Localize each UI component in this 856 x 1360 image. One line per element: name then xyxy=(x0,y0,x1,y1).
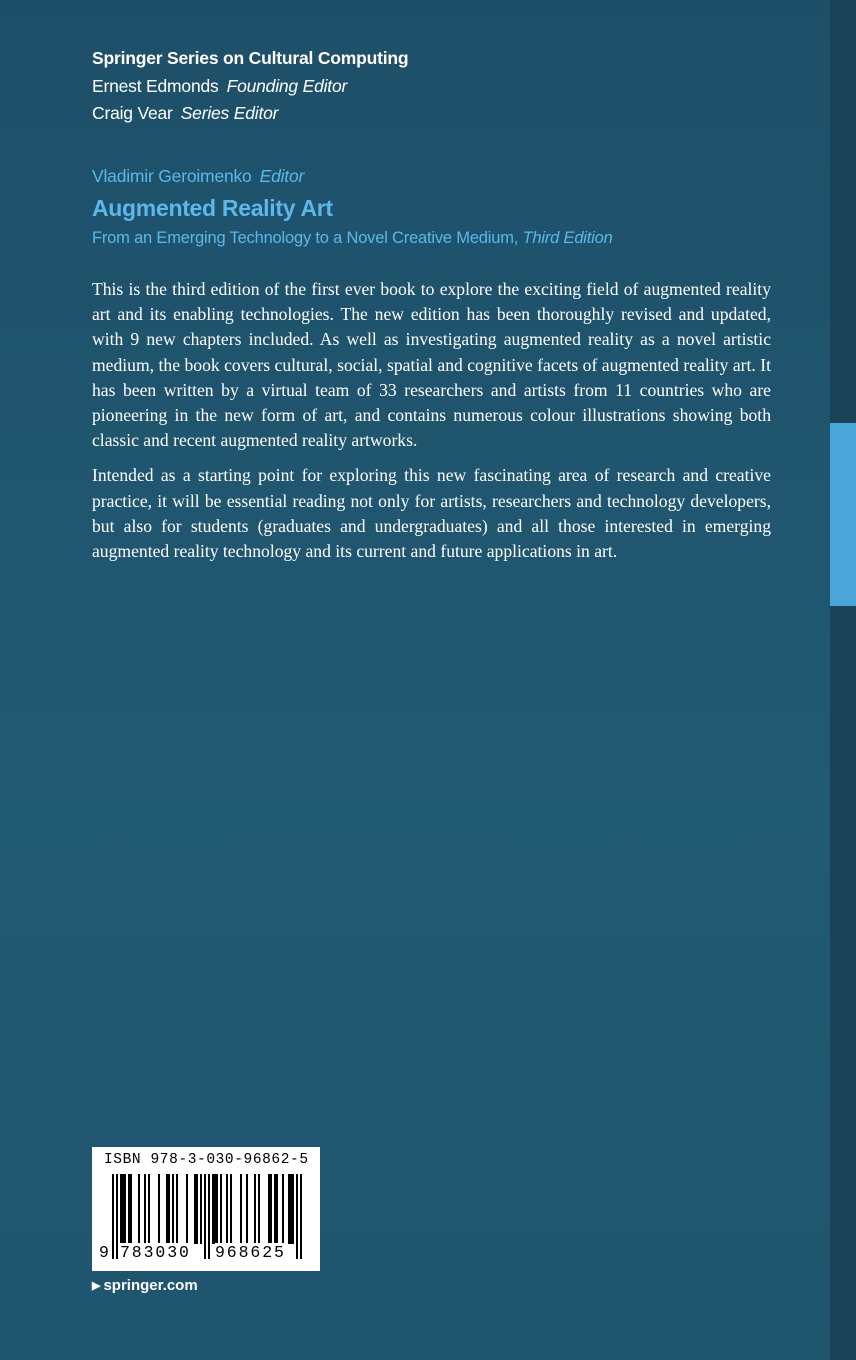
barcode-bar xyxy=(130,1174,132,1244)
barcode-bar xyxy=(226,1174,228,1244)
barcode-bar xyxy=(214,1174,216,1244)
barcode-bar xyxy=(138,1174,140,1244)
ean-digits xyxy=(92,1243,320,1267)
spine-color-tab xyxy=(830,423,856,606)
barcode-bar xyxy=(144,1174,146,1244)
barcode-bar xyxy=(194,1174,196,1244)
barcode-bar xyxy=(216,1174,218,1244)
series-info xyxy=(92,45,408,128)
arrow-right-icon: ▶ xyxy=(92,1280,101,1292)
barcode-bar xyxy=(200,1174,202,1244)
ean-left-digits: 783030 xyxy=(120,1243,191,1262)
barcode-bar xyxy=(268,1174,270,1244)
founding-editor-name: Ernest Edmonds xyxy=(92,75,219,96)
barcode-bar xyxy=(290,1174,292,1244)
barcode-bar xyxy=(148,1174,150,1244)
barcode-bar xyxy=(212,1174,214,1244)
book-editor-line xyxy=(92,163,613,189)
book-info xyxy=(92,163,613,251)
barcode-bar xyxy=(276,1174,278,1244)
series-editor-name: Craig Vear xyxy=(92,103,173,123)
description-paragraph: Intended as a starting point for exploring this new fascinating area of research and creative practice, it will be essential reading not only for artists, researchers and technology developers, but also for students (graduates and undergraduates) and all those interested in emerging augmented reality technology and its current and future applications in art. xyxy=(92,465,771,562)
barcode-bar xyxy=(196,1174,198,1244)
barcode-bar xyxy=(288,1174,290,1244)
barcode-bar xyxy=(166,1174,168,1244)
book-subtitle: From an Emerging Technology to a Novel Creative Medium, xyxy=(92,229,519,247)
barcode-bar xyxy=(240,1174,242,1244)
ean-right-digits: 968625 xyxy=(215,1243,286,1262)
barcode-bar xyxy=(220,1174,222,1244)
founding-editor-line xyxy=(92,73,408,101)
barcode-bar xyxy=(274,1174,276,1244)
barcode-bar xyxy=(292,1174,294,1244)
barcode-bar xyxy=(176,1174,178,1244)
barcode-bar xyxy=(254,1174,256,1244)
barcode-bar xyxy=(128,1174,130,1244)
founding-editor-role: Founding Editor xyxy=(226,75,348,96)
publisher-link[interactable] xyxy=(92,1276,198,1296)
barcode-bar xyxy=(258,1174,260,1244)
series-editor-role: Series Editor xyxy=(180,103,279,123)
barcode-bar xyxy=(124,1174,126,1244)
barcode-bar xyxy=(168,1174,170,1244)
barcode-bar xyxy=(158,1174,160,1244)
publisher-url: springer.com xyxy=(103,1277,198,1294)
isbn-label: ISBN 978-3-030-96862-5 xyxy=(104,1152,309,1168)
book-edition: Third Edition xyxy=(522,229,613,247)
isbn-barcode xyxy=(92,1147,320,1271)
spine-edge xyxy=(830,0,856,1360)
series-editor-line xyxy=(92,100,408,128)
book-title: Augmented Reality Art xyxy=(92,195,333,221)
description-paragraph: This is the third edition of the first ever book to explore the exciting field of augmented reality art and its enabling technologies. The new edition has been thoroughly revised and updated, with 9 new chapters included. As well as investigating augmented reality as a novel artistic medium, the book covers cultural, social, spatial and cognitive facets of augmented reality art. It has been written by a virtual team of 33 researchers and artists from 11 countries who are pioneering in the new form of art, and contains numerous colour illustrations showing both classic and recent augmented reality artworks. xyxy=(92,279,771,451)
book-editor-role: Editor xyxy=(259,166,305,186)
book-subtitle-line xyxy=(92,225,613,251)
barcode-bar xyxy=(246,1174,248,1244)
barcode-bar xyxy=(122,1174,124,1244)
barcode-bar xyxy=(230,1174,232,1244)
series-title: Springer Series on Cultural Computing xyxy=(92,48,409,68)
barcode-bar xyxy=(282,1174,284,1244)
barcode-bar xyxy=(172,1174,174,1244)
barcode-bar xyxy=(270,1174,272,1244)
book-editor-name: Vladimir Geroimenko xyxy=(92,166,252,186)
barcode-bar xyxy=(120,1174,122,1244)
ean-first-digit: 9 xyxy=(99,1243,109,1262)
barcode-bar xyxy=(186,1174,188,1244)
book-description xyxy=(92,277,771,574)
